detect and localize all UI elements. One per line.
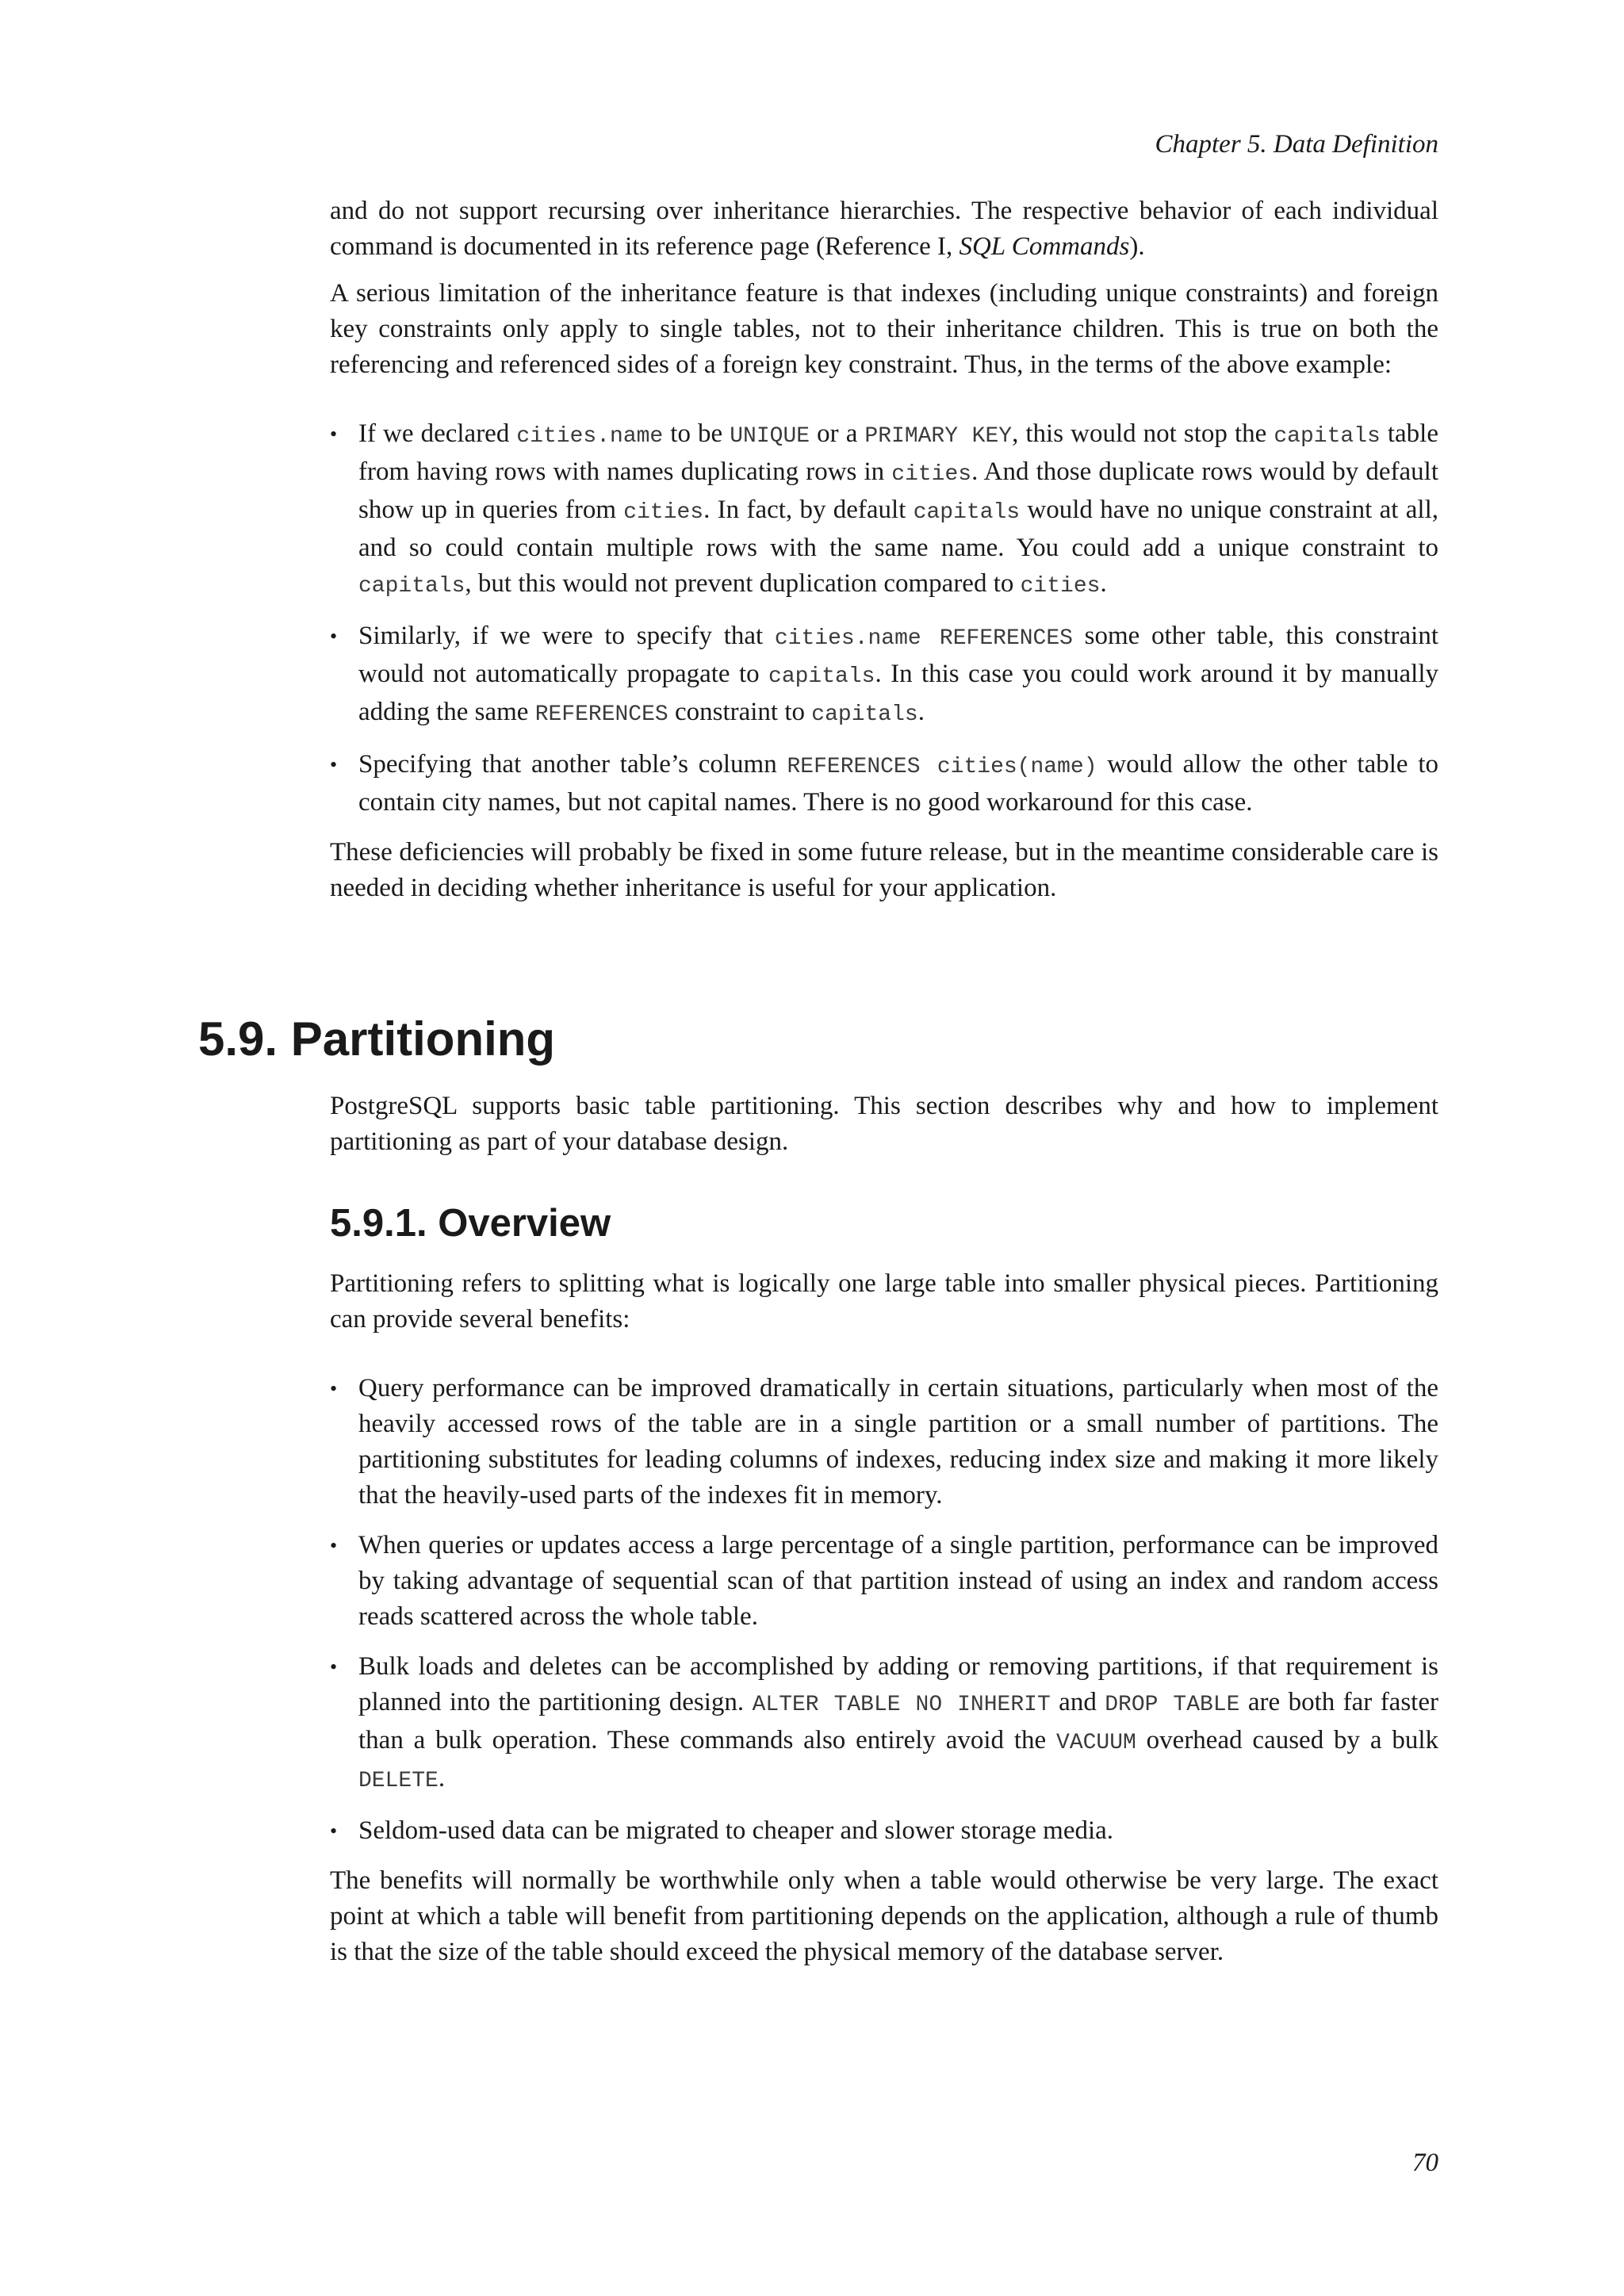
paragraph-partitioning-definition: Partitioning refers to splitting what is logically one large table into smaller physical pieces. Partitioning can provide several benefits: (330, 1269, 1438, 1334)
list-item: • Query performance can be improved dramatically in certain situations, particularly when most of the heavily accessed rows of the table are in a single partition or a small number of partitions. The partitioning substitutes for leading columns of indexes, reducing index size and making it more likely that the heavily-used parts of the indexes fit in memory. (330, 1371, 1438, 1513)
page-number: 70 (1412, 2149, 1438, 2177)
running-header: Chapter 5. Data Definition (1155, 130, 1438, 159)
list-item: • Specifying that another table’s column REFERENCES cities(name) would allow the other table to contain city names, but not capital names. There is no good workaround for this case. (330, 747, 1438, 821)
subsection-title: 5.9.1. Overview (330, 1202, 611, 1245)
paragraph-benefits-summary: The benefits will normally be worthwhile only when a table would otherwise be very large. The exact point at which a table will benefit from partitioning depends on the application, although a rule of thumb is that the size of the table should exceed the physical memory of the database server. (330, 1866, 1438, 1966)
list-item: • Similarly, if we were to specify that cities.name REFERENCES some other table, this constraint would not automatically propagate to capitals. In this case you could work around it by manually adding the same REFERENCES constraint to capitals. (330, 618, 1438, 733)
list-item: • Bulk loads and deletes can be accomplished by adding or removing partitions, if that requirement is planned into the partitioning design. ALTER TABLE NO INHERIT and DROP TABLE are both far faster than a bulk operation. These commands also entirely avoid the VACUUM overhead caused by a bulk DELETE. (330, 1649, 1438, 1799)
paragraph-deficiencies: These deficiencies will probably be fixed in some future release, but in the meantime considerable care is needed in deciding whether inheritance is useful for your application. (330, 838, 1438, 902)
partitioning-benefits-list (330, 1371, 1438, 1849)
section-title: 5.9. Partitioning (198, 1012, 556, 1066)
paragraph-inheritance-limitation: A serious limitation of the inheritance feature is that indexes (including unique constraints) and foreign key constraints only apply to single tables, not to their inheritance children. This is true on both the referencing and referenced sides of a foreign key constraint. Thus, in the terms of the above example: (330, 279, 1438, 379)
inheritance-limitations-list (330, 416, 1438, 821)
paragraph-partitioning-intro: PostgreSQL supports basic table partitioning. This section describes why and how to implement partitioning as part of your database design. (330, 1092, 1438, 1156)
reference-link: SQL Commands (959, 232, 1130, 261)
list-item: • Seldom-used data can be migrated to cheaper and slower storage media. (330, 1813, 1438, 1849)
list-item: • If we declared cities.name to be UNIQUE or a PRIMARY KEY, this would not stop the capitals table from having rows with names duplicating rows in cities. And those duplicate rows would by default show up in queries from cities. In fact, by default capitals would have no unique constraint at all, and so could contain multiple rows with the same name. You could add a unique constraint to capitals, but this would not prevent duplication compared to cities. (330, 416, 1438, 604)
page-content (198, 193, 1439, 1981)
paragraph-inheritance-commands: and do not support recursing over inheritance hierarchies. The respective behavior of each individual command is documented in its reference page (Reference I, SQL Commands). (330, 197, 1438, 261)
list-item: • When queries or updates access a large percentage of a single partition, performance can be improved by taking advantage of sequential scan of that partition instead of using an index and random access reads scattered across the whole table. (330, 1528, 1438, 1635)
